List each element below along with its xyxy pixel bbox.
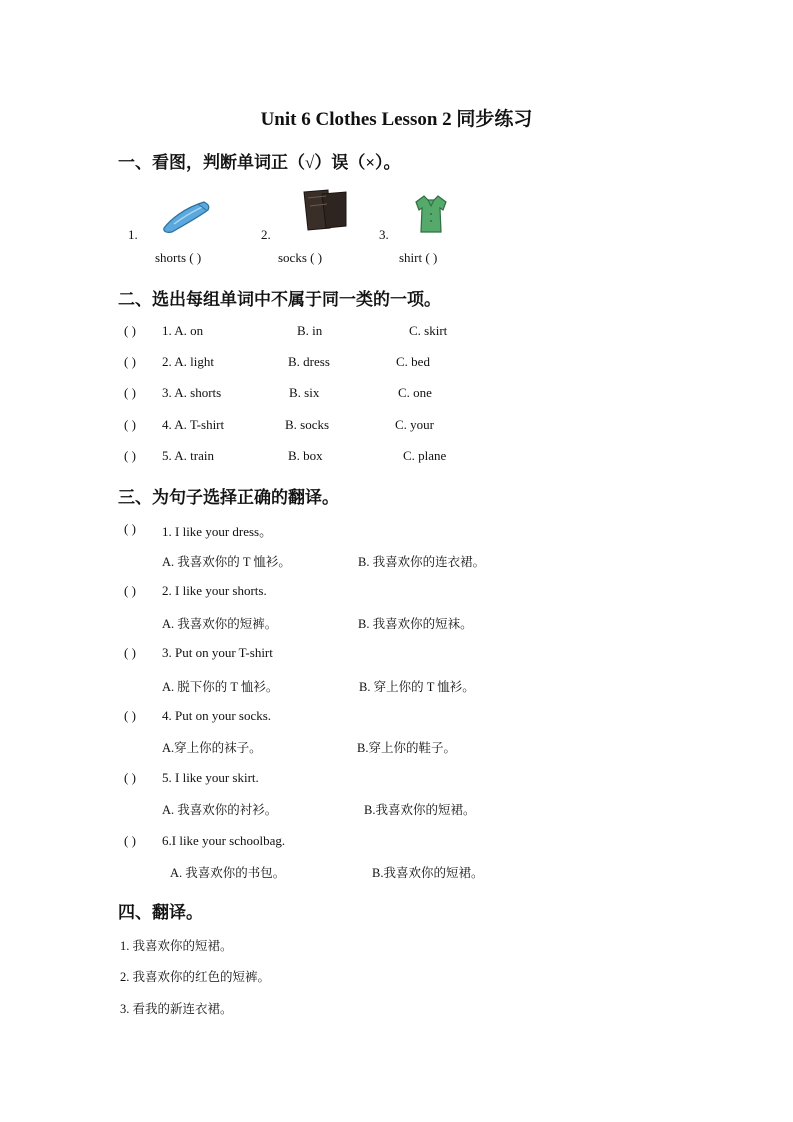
socks-icon [300, 188, 350, 232]
s2-row-2-option-b: B. dress [288, 354, 330, 369]
s2-row-4-option-b: B. socks [285, 417, 330, 432]
item-2-word: socks ( ) [278, 250, 323, 265]
section-1-heading: 一、看图，判断单词正（√）误（×）。 [118, 153, 401, 172]
s2-row-5-option-c: C. plane [403, 448, 447, 463]
s2-row-4-option-a: 4. A. T-shirt [162, 417, 225, 432]
s3-q2-sentence: 2. I like your shorts. [162, 583, 267, 598]
item-3-word: shirt ( ) [399, 250, 438, 265]
item-1-number: 1. [128, 227, 138, 242]
s2-row-1-option-a: 1. A. on [162, 323, 204, 338]
s4-item-1: 1. 我喜欢你的短裙。 [120, 939, 233, 953]
s3-q4-option-b: B.穿上你的鞋子。 [357, 741, 456, 755]
s2-row-1-paren: ( ) [124, 323, 136, 338]
s2-row-2-option-c: C. bed [396, 354, 430, 369]
s2-row-3-paren: ( ) [124, 385, 136, 400]
s3-q2-option-a: A. 我喜欢你的短裤。 [162, 617, 278, 631]
s3-q4-sentence: 4. Put on your socks. [162, 708, 272, 723]
s3-q3-option-a: A. 脱下你的 T 恤衫。 [162, 680, 279, 694]
s3-q5-sentence: 5. I like your skirt. [162, 770, 259, 785]
s2-row-1-option-c: C. skirt [409, 323, 448, 338]
s3-q2-paren: ( ) [124, 583, 136, 598]
s2-row-3-option-c: C. one [398, 385, 432, 400]
s2-row-1-option-b: B. in [297, 323, 323, 338]
s3-q6-option-b: B.我喜欢你的短裙。 [372, 866, 484, 880]
s3-q6-sentence: 6.I like your schoolbag. [162, 833, 286, 848]
section-2-heading: 二、选出每组单词中不属于同一类的一项。 [118, 290, 441, 309]
item-2-number: 2. [261, 227, 271, 242]
s2-row-5-option-a: 5. A. train [162, 448, 214, 463]
s3-q6-paren: ( ) [124, 833, 136, 848]
s2-row-2-paren: ( ) [124, 354, 136, 369]
s3-q3-sentence: 3. Put on your T-shirt [162, 645, 273, 660]
s3-q1-option-a: A. 我喜欢你的 T 恤衫。 [162, 555, 291, 569]
s3-q1-option-b: B. 我喜欢你的连衣裙。 [358, 555, 486, 569]
s3-q5-option-a: A. 我喜欢你的衬衫。 [162, 803, 278, 817]
s3-q3-option-b: B. 穿上你的 T 恤衫。 [359, 680, 475, 694]
s3-q1-sentence: 1. I like your dress。 [162, 524, 273, 539]
shirt-icon [414, 194, 448, 234]
s2-row-2-option-a: 2. A. light [162, 354, 215, 369]
s2-row-5-option-b: B. box [288, 448, 323, 463]
s2-row-3-option-a: 3. A. shorts [162, 385, 222, 400]
s2-row-5-paren: ( ) [124, 448, 136, 463]
s2-row-4-paren: ( ) [124, 417, 136, 432]
item-1-word: shorts ( ) [155, 250, 202, 265]
s3-q3-paren: ( ) [124, 645, 136, 660]
s3-q1-paren: ( ) [124, 521, 136, 536]
section-4-heading: 四、翻译。 [118, 903, 203, 922]
s3-q5-option-b: B.我喜欢你的短裙。 [364, 803, 476, 817]
s4-item-2: 2. 我喜欢你的红色的短裤。 [120, 970, 271, 984]
s2-row-3-option-b: B. six [289, 385, 320, 400]
item-3-number: 3. [379, 227, 389, 242]
section-3-heading: 三、为句子选择正确的翻译。 [118, 488, 339, 507]
page-title: Unit 6 Clothes Lesson 2 同步练习 [260, 109, 533, 130]
shorts-icon [160, 198, 212, 234]
s4-item-3: 3. 看我的新连衣裙。 [120, 1002, 233, 1016]
s3-q4-paren: ( ) [124, 708, 136, 723]
s3-q6-option-a: A. 我喜欢你的书包。 [170, 866, 286, 880]
s3-q4-option-a: A.穿上你的袜子。 [162, 741, 262, 755]
s3-q5-paren: ( ) [124, 770, 136, 785]
s3-q2-option-b: B. 我喜欢你的短袜。 [358, 617, 473, 631]
s2-row-4-option-c: C. your [395, 417, 434, 432]
